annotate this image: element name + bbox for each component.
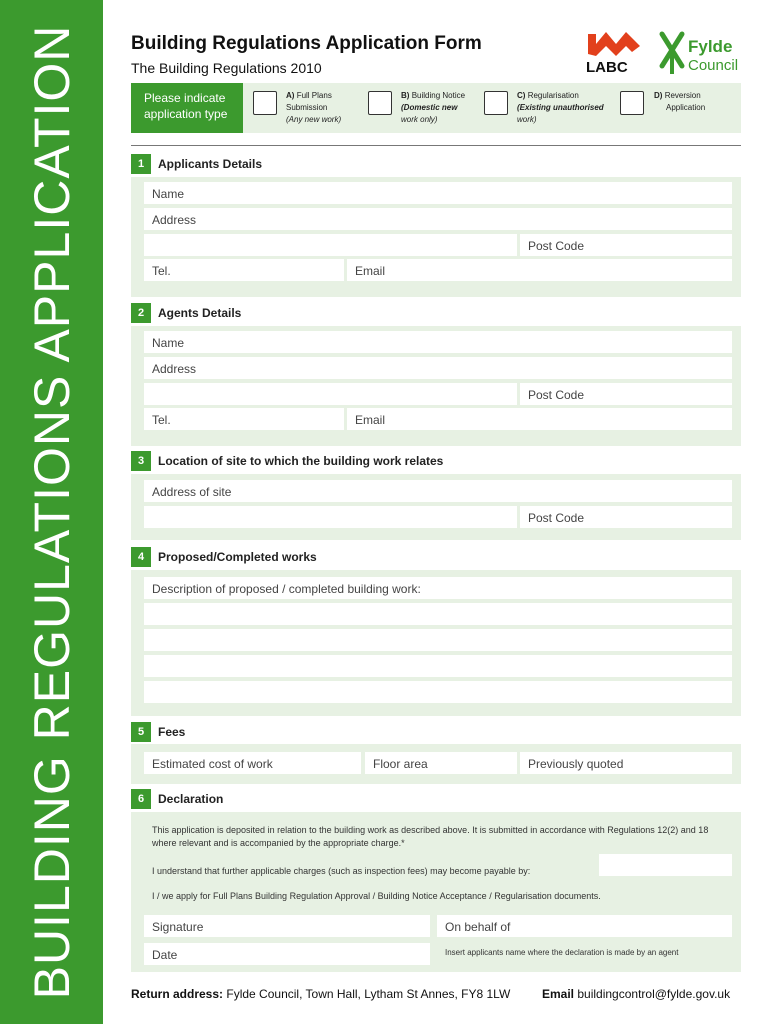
applicant-tel-field[interactable]: Tel. xyxy=(144,259,344,281)
fees-panel xyxy=(131,744,741,784)
applicant-address-line2-field[interactable] xyxy=(144,234,517,256)
agent-postcode-field[interactable]: Post Code xyxy=(520,383,732,405)
work-description-line4[interactable] xyxy=(144,655,732,677)
charges-payable-by-field[interactable] xyxy=(599,854,732,876)
option-regularisation: C) Regularisation (Existing unauthorised work) xyxy=(517,91,604,124)
applicant-email-field[interactable]: Email xyxy=(347,259,732,281)
site-location-panel xyxy=(131,474,741,540)
section-title: Agents Details xyxy=(158,306,242,320)
council-logo-text: Council xyxy=(688,57,739,74)
sidebar-title: BUILDING REGULATIONS APPLICATION xyxy=(24,24,80,1000)
work-description-line2[interactable] xyxy=(144,603,732,625)
section-title: Declaration xyxy=(158,792,224,806)
email-label: Email xyxy=(542,987,575,1001)
applicants-details-panel xyxy=(131,177,741,297)
declaration-panel xyxy=(131,812,741,972)
section-number: 1 xyxy=(131,154,151,174)
approval-statement: I / we apply for Full Plans Building Regulation Approval / Building Notice Acceptance / Regularisation documents. xyxy=(152,891,601,901)
agent-address-line2-field[interactable] xyxy=(144,383,517,405)
site-address-field[interactable]: Address of site xyxy=(144,480,732,502)
option-building-notice: B) Building Notice (Domestic new work only) xyxy=(401,91,466,124)
applicant-address-field[interactable]: Address xyxy=(144,208,732,230)
section-title: Fees xyxy=(158,725,186,739)
on-behalf-of-field[interactable]: On behalf of xyxy=(437,915,732,937)
section-title: Location of site to which the building work relates xyxy=(158,454,444,468)
option-reversion: D) Reversion Application xyxy=(654,91,706,112)
applicant-postcode-field[interactable]: Post Code xyxy=(520,234,732,256)
agent-name-field[interactable]: Name xyxy=(144,331,732,353)
checkbox-reversion[interactable] xyxy=(620,91,644,115)
agents-details-panel xyxy=(131,326,741,446)
section-number: 6 xyxy=(131,789,151,809)
section-title: Proposed/Completed works xyxy=(158,550,317,564)
work-description-line3[interactable] xyxy=(144,629,732,651)
agent-tel-field[interactable]: Tel. xyxy=(144,408,344,430)
insert-name-note: Insert applicants name where the declaration is made by an agent xyxy=(445,948,679,957)
proposed-works-panel xyxy=(131,570,741,716)
charges-statement: I understand that further applicable charges (such as inspection fees) may become payable by: xyxy=(152,866,531,876)
labc-logo xyxy=(584,28,648,74)
form-subtitle: The Building Regulations 2010 xyxy=(131,60,322,76)
section-number: 4 xyxy=(131,547,151,567)
return-address-value: Fylde Council, Town Hall, Lytham St Annes, FY8 1LW xyxy=(226,987,511,1001)
divider xyxy=(131,145,741,146)
section-number: 2 xyxy=(131,303,151,323)
signature-field[interactable]: Signature xyxy=(144,915,430,937)
fylde-logo-text: Fylde xyxy=(688,37,733,56)
contact-email xyxy=(542,987,730,1001)
section-number: 3 xyxy=(131,451,151,471)
sidebar xyxy=(0,0,103,1024)
return-address-label: Return address: xyxy=(131,987,224,1001)
work-description-line5[interactable] xyxy=(144,681,732,703)
date-field[interactable]: Date xyxy=(144,943,430,965)
section-number: 5 xyxy=(131,722,151,742)
form-title: Building Regulations Application Form xyxy=(131,33,482,54)
site-address-line2-field[interactable] xyxy=(144,506,517,528)
checkbox-regularisation[interactable] xyxy=(484,91,508,115)
estimated-cost-field[interactable]: Estimated cost of work xyxy=(144,752,361,774)
application-type-panel xyxy=(131,83,741,133)
applicant-name-field[interactable]: Name xyxy=(144,182,732,204)
section-title: Applicants Details xyxy=(158,157,263,171)
previously-quoted-field[interactable]: Previously quoted xyxy=(520,752,732,774)
site-postcode-field[interactable]: Post Code xyxy=(520,506,732,528)
checkbox-building-notice[interactable] xyxy=(368,91,392,115)
checkbox-full-plans[interactable] xyxy=(253,91,277,115)
agent-email-field[interactable]: Email xyxy=(347,408,732,430)
option-full-plans: A) Full Plans Submission (Any new work) xyxy=(286,91,342,124)
floor-area-field[interactable]: Floor area xyxy=(365,752,517,774)
agent-address-field[interactable]: Address xyxy=(144,357,732,379)
fylde-council-logo xyxy=(656,30,746,76)
declaration-paragraph: This application is deposited in relation to the building work as described above. It is submitted in accordance with Regulations 12(2) and 18 where relevant and is accompanied by the appropriate charge.* xyxy=(152,825,709,848)
labc-roof-icon xyxy=(588,32,640,56)
labc-logo-text: LABC xyxy=(586,59,628,74)
work-description-field[interactable]: Description of proposed / completed building work: xyxy=(144,577,732,599)
email-value[interactable]: buildingcontrol@fylde.gov.uk xyxy=(577,987,731,1001)
return-address xyxy=(131,987,510,1001)
application-type-label: Please indicate application type xyxy=(131,83,243,133)
